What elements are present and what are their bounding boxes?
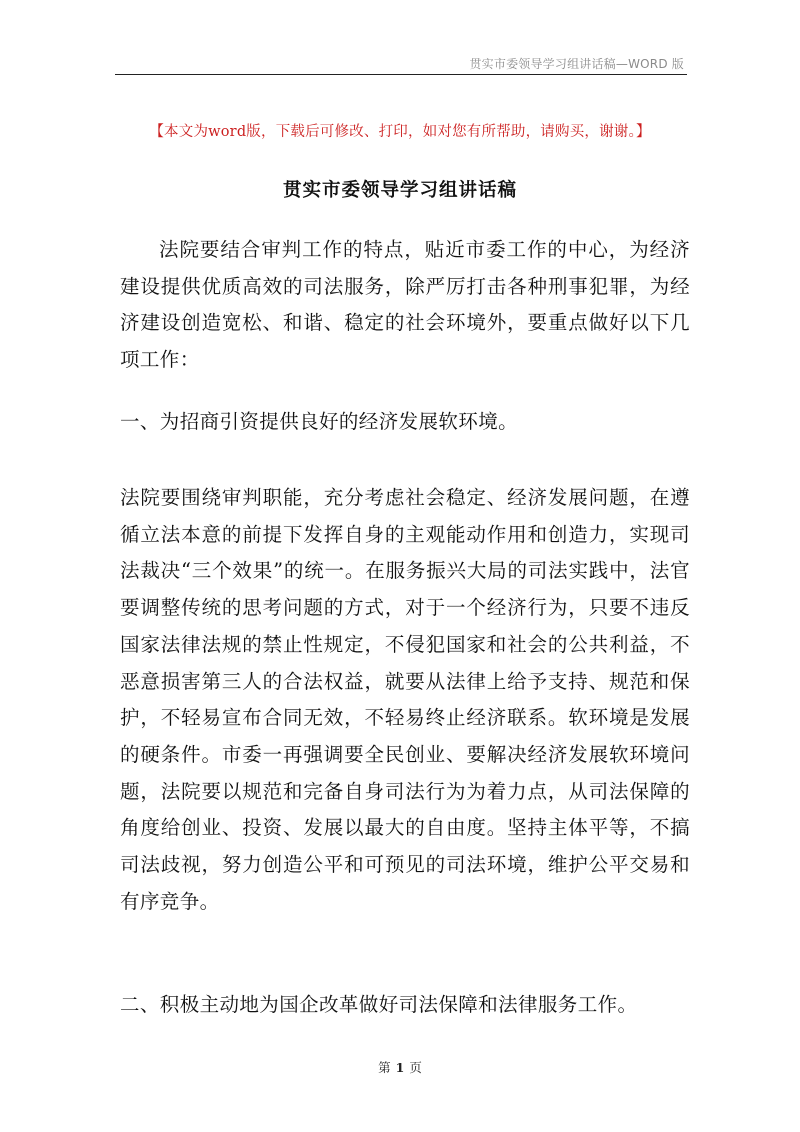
- page-number: 1: [395, 1060, 405, 1075]
- running-header: 贯实市委领导学习组讲话稿—WORD 版: [469, 57, 684, 71]
- footer-prefix: 第: [378, 1060, 391, 1075]
- header-divider: [115, 74, 687, 75]
- intro-paragraph: 法院要结合审判工作的特点，贴近市委工作的中心，为经济建设提供优质高效的司法服务，除严厉打击各种刑事犯罪，为经济建设创造宽松、和谐、稳定的社会环境外，要重点做好以下几项工作：: [120, 238, 690, 372]
- section-1-heading: 一、为招商引资提供良好的经济发展软环境。: [120, 410, 519, 433]
- section-2-heading: 二、积极主动地为国企改革做好司法保障和法律服务工作。: [120, 993, 638, 1016]
- section-1-body: 法院要围绕审判职能，充分考虑社会稳定、经济发展问题，在遵循立法本意的前提下发挥自身的主观能动作用和创造力，实现司法裁决“三个效果”的统一。在服务振兴大局的司法实践中，法官要调整传统的思考问题的方式，对于一个经济行为，只要不违反国家法律法规的禁止性规定，不侵犯国家和社会的公共利益，不恶意损害第三人的合法权益，就要从法律上给予支持、规范和保护，不轻易宣布合同无效，不轻易终止经济联系。软环境是发展的硬条件。市委一再强调要全民创业、要解决经济发展软环境问题，法院要以规范和完备自身司法行为为着力点，从司法保障的角度给创业、投资、发展以最大的自由度。坚持主体平等，不搞司法歧视，努力创造公平和可预见的司法环境，维护公平交易和有序竞争。: [120, 486, 690, 913]
- download-notice: 【本文为word版，下载后可修改、打印，如对您有所帮助，请购买，谢谢。】: [149, 124, 651, 140]
- document-title: 贯实市委领导学习组讲话稿: [282, 180, 517, 201]
- footer-suffix: 页: [409, 1060, 422, 1075]
- page-footer: [0, 1058, 800, 1076]
